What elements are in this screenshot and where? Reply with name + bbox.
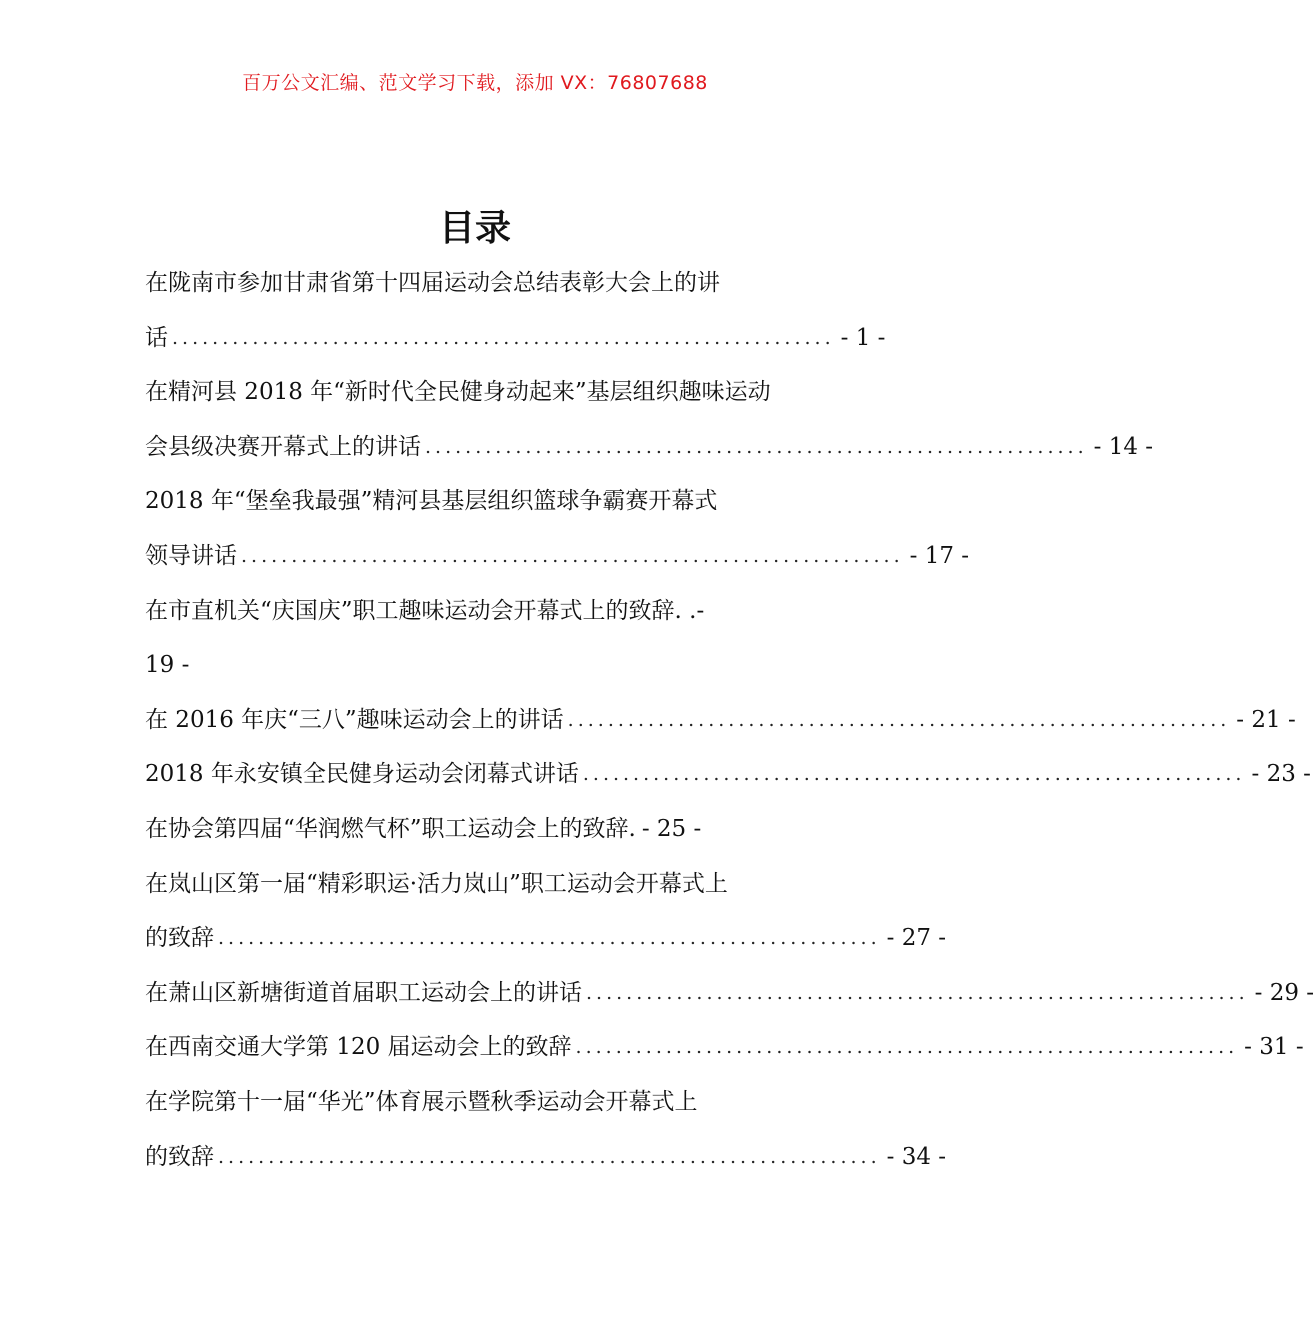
toc-entry-7-title: 在协会第四届“华润燃气杯”职工运动会上的致辞. [145,815,636,842]
toc-entry-1-leader[interactable] [145,311,886,366]
toc-entry-3-title[interactable]: 2018 年“堡垒我最强”精河县基层组织篮球争霸赛开幕式 [145,488,718,515]
toc-entry-11-leader[interactable] [145,1130,947,1185]
toc-entry-8-title-cont: 的致辞 [145,925,214,952]
toc-entry-5-title: 在 2016 年庆“三八”趣味运动会上的讲话 [145,706,564,733]
toc-entry-8-title[interactable]: 在岚山区第一届“精彩职运·活力岚山”职工运动会开幕式上 [145,870,728,897]
toc-entry-6-title: 2018 年永安镇全民健身运动会闭幕式讲话 [145,761,579,788]
table-of-contents [145,256,1314,1184]
toc-entry-10-title: 在西南交通大学第 120 届运动会上的致辞 [145,1034,572,1061]
toc-entry-7-page: - 25 - [641,815,702,842]
dot-leader: .................................................................. [172,326,835,349]
page-title: 目录 [438,207,511,249]
toc-entry-6[interactable] [145,747,1311,802]
dot-leader: .................................................................. [425,435,1088,458]
toc-entry-9-title: 在萧山区新塘街道首届职工运动会上的讲话 [145,979,582,1006]
toc-entry-2-title[interactable]: 在精河县 2018 年“新时代全民健身动起来”基层组织趣味运动 [145,379,771,406]
toc-entry-8-page: - 27 - [886,925,947,952]
toc-entry-5-page: - 21 - [1236,706,1296,733]
toc-entry-3-page: - 17 - [909,542,970,569]
dot-leader: .................................................................. [218,1145,881,1168]
toc-entry-1-page: - 1 - [840,324,886,351]
toc-entry-2-page: - 14 - [1093,433,1154,460]
toc-entry-9[interactable] [145,966,1314,1021]
header-banner: 百万公文汇编、范文学习下载，添加 VX：76807688 [242,72,708,94]
toc-entry-8-leader[interactable] [145,911,947,966]
dot-leader: .................................................................. [575,1036,1239,1059]
dot-leader: .................................................................. [567,708,1231,731]
dot-leader: .................................................................. [582,763,1246,786]
toc-entry-6-page: - 23 - [1251,761,1311,788]
toc-entry-9-page: - 29 - [1254,979,1314,1006]
toc-entry-11-page: - 34 - [886,1143,947,1170]
toc-entry-10[interactable] [145,1020,1304,1075]
toc-entry-11-title-cont: 的致辞 [145,1143,214,1170]
dot-leader: .................................................................. [586,981,1249,1004]
toc-entry-11-title[interactable]: 在学院第十一届“华光”体育展示暨秋季运动会开幕式上 [145,1088,698,1115]
dot-leader: .................................................................. [241,544,904,567]
toc-entry-5[interactable] [145,693,1296,748]
toc-entry-4-title[interactable]: 在市直机关“庆国庆”职工趣味运动会开幕式上的致辞. .- [145,597,705,624]
toc-entry-3-title-cont: 领导讲话 [145,542,237,569]
toc-entry-1-title-cont: 话 [145,324,168,351]
dot-leader: .................................................................. [218,927,881,950]
toc-entry-2-title-cont: 会县级决赛开幕式上的讲话 [145,433,421,460]
toc-entry-4-page[interactable]: 19 - [145,652,190,679]
toc-entry-10-page: - 31 - [1244,1034,1304,1061]
toc-entry-2-leader[interactable] [145,420,1154,475]
toc-entry-3-leader[interactable] [145,529,970,584]
toc-entry-7[interactable] [145,802,810,857]
toc-entry-1-title[interactable]: 在陇南市参加甘肃省第十四届运动会总结表彰大会上的讲 [145,270,720,296]
